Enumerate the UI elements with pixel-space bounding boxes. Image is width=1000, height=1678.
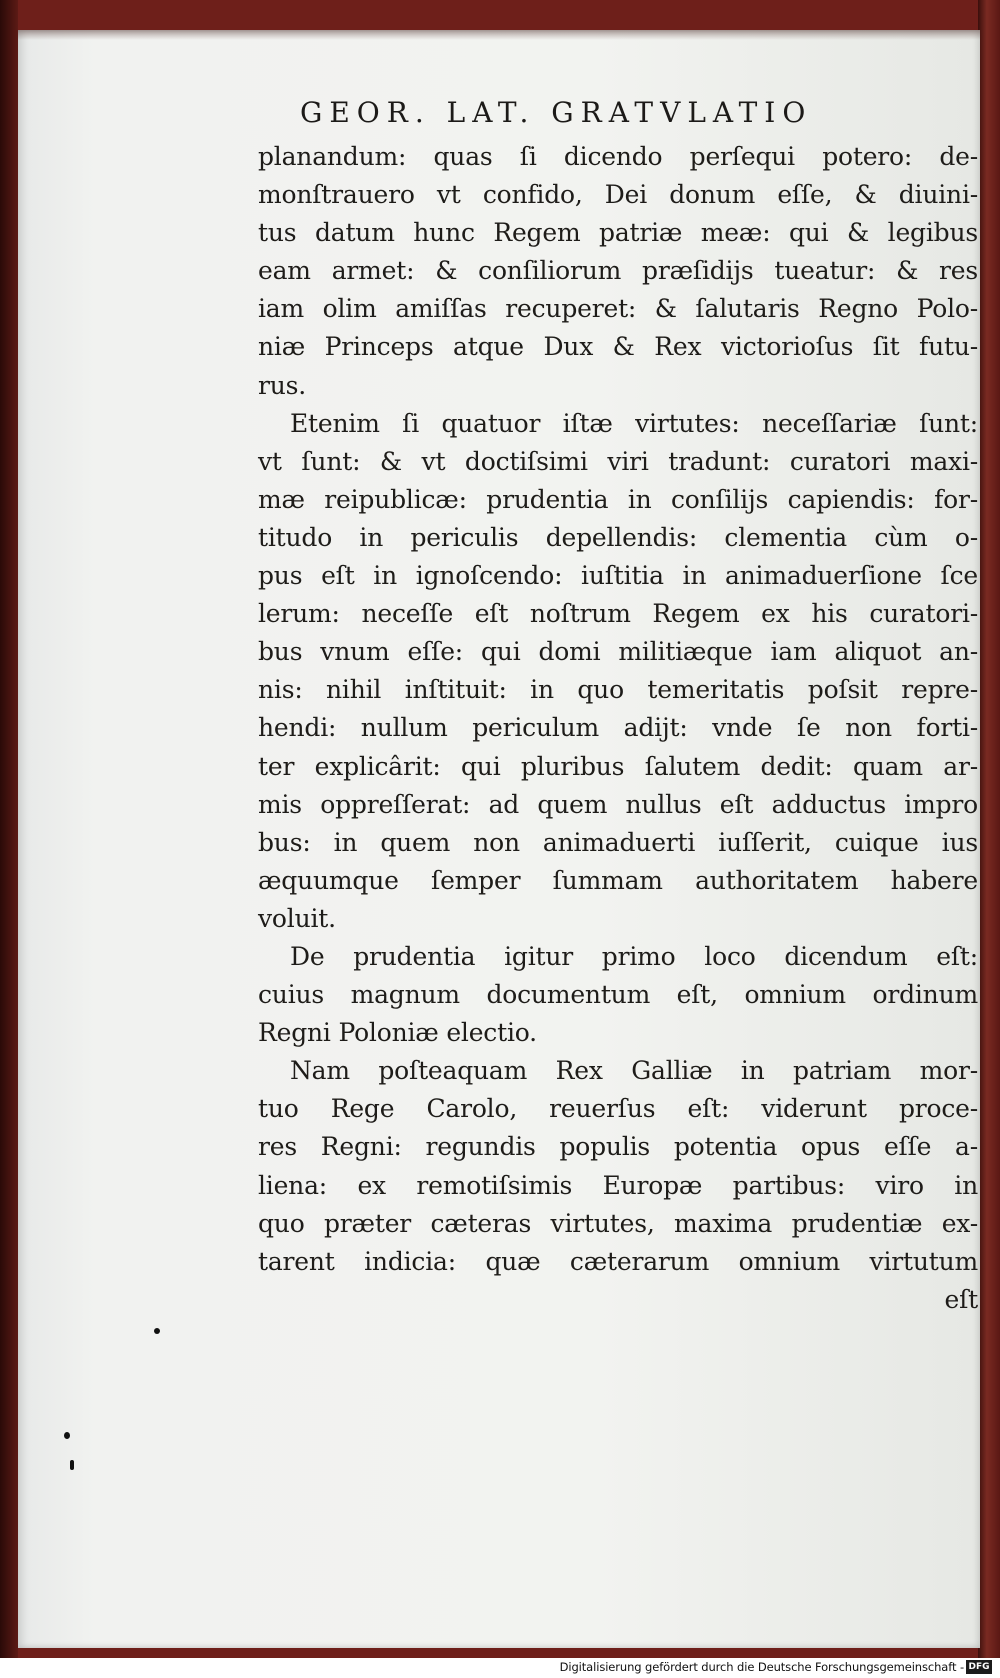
- page-top-shadow: [18, 30, 980, 40]
- text-line-19: bus: in quem non animaduerti iuſſerit, cuique ius: [258, 827, 978, 857]
- text-line-17: ter explicârit: qui pluribus ſalutem dedit: quam ar-: [258, 751, 978, 781]
- text-line-3: tus datum hunc Regem patriæ meæ: qui & legibus: [258, 218, 978, 248]
- text-line-27: res Regni: regundis populis potentia opus eſſe a-: [258, 1132, 978, 1162]
- text-line-1: planandum: quas ſi dicendo perſequi potero: de-: [258, 142, 978, 171]
- dfg-logo: DFG: [966, 1660, 992, 1674]
- text-line-28: liena: ex remotiſsimis Europæ partibus: viro in: [258, 1170, 978, 1200]
- text-line-9: vt ſunt: & vt doctiſsimi viri tradunt: curatori maxi-: [258, 446, 978, 476]
- text-line-24: Regni Poloniæ electio.: [258, 1018, 537, 1048]
- text-line-12: pus eſt in ignoſcendo: iuſtitia in animaduerſione ſce: [258, 561, 978, 591]
- text-line-16: hendi: nullum periculum adijt: vnde ſe non forti-: [258, 713, 978, 743]
- text-line-8: Etenim ſi quatuor iſtæ virtutes: neceſſariæ ſunt:: [290, 408, 978, 438]
- book-edge-right: [978, 0, 1000, 1658]
- running-head: GEOR. LAT. GRATVLATIO: [300, 96, 813, 129]
- text-line-30: tarent indicia: quæ cæterarum omnium virtutum: [258, 1246, 978, 1276]
- text-line-5: iam olim amiſſas recuperet: & ſalutaris Regno Polo-: [258, 294, 978, 324]
- text-line-11: titudo in periculis depellendis: clementia cùm o-: [258, 522, 978, 552]
- ink-spot: [154, 1328, 160, 1334]
- text-line-2: monſtrauero vt confido, Dei donum eſſe, & diuini-: [258, 180, 978, 210]
- text-line-21: voluit.: [258, 903, 336, 933]
- digitization-credit: Digitalisierung gefördert durch die Deutsche Forschungsgemeinschaft -: [559, 1660, 964, 1674]
- text-line-25: Nam poſteaquam Rex Galliæ in patriam mor-: [290, 1056, 978, 1086]
- text-line-4: eam armet: & conſiliorum præſidijs tueatur: & res: [258, 256, 978, 286]
- text-line-10: mæ reipublicæ: prudentia in conſilijs capiendis: for-: [258, 484, 978, 514]
- text-line-6: niæ Princeps atque Dux & Rex victorioſus ſit futu-: [258, 332, 978, 362]
- text-line-22: De prudentia igitur primo loco dicendum eſt:: [290, 941, 978, 971]
- text-line-15: nis: nihil inſtituit: in quo temeritatis poſsit repre-: [258, 675, 978, 705]
- text-line-20: æquumque ſemper ſummam authoritatem habere: [258, 865, 978, 895]
- ink-spot: [70, 1460, 74, 1470]
- text-line-14: bus vnum eſſe: qui domi militiæque iam aliquot an-: [258, 637, 978, 667]
- text-line-29: quo præter cæteras virtutes, maxima prudentiæ ex-: [258, 1208, 978, 1238]
- text-line-13: lerum: neceſſe eſt noſtrum Regem ex his curatori-: [258, 599, 978, 629]
- page-body-text: [258, 138, 978, 1319]
- text-line-26: tuo Rege Carolo, reuerſus eſt: viderunt proce-: [258, 1094, 978, 1124]
- catchword: eſt: [944, 1284, 978, 1314]
- text-line-23: cuius magnum documentum eſt, omnium ordinum: [258, 980, 978, 1010]
- text-line-7: rus.: [258, 370, 307, 400]
- book-edge-left: [0, 0, 18, 1658]
- ink-spot: [64, 1432, 70, 1439]
- text-line-18: mis oppreſſerat: ad quem nullus eſt adductus impro: [258, 789, 978, 819]
